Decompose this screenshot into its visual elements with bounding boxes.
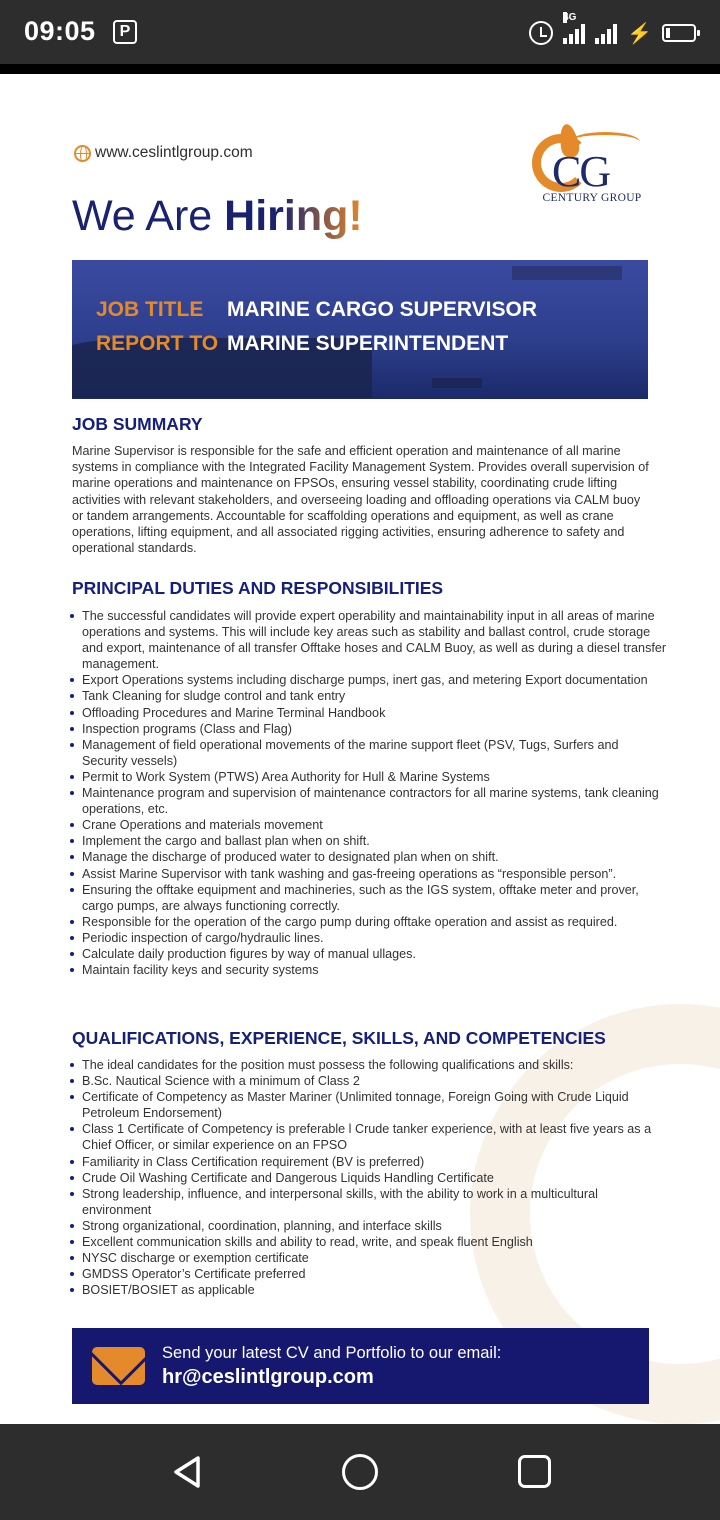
job-banner: [72, 260, 648, 399]
qualification-item: Class 1 Certificate of Competency is preferable l Crude tanker experience, with at least five years as a Chief Officer, or similar experience on an FPSO: [72, 1121, 667, 1153]
report-to-row: [96, 332, 508, 356]
divider: [0, 64, 720, 74]
headline: [72, 192, 363, 241]
duty-item: Assist Marine Supervisor with tank washing and gas-freeing operations as “responsible person”.: [72, 866, 667, 882]
website-url: www.ceslintlgroup.com: [95, 144, 253, 161]
network-type: 4G: [563, 12, 577, 23]
report-to-label: REPORT TO: [96, 332, 219, 355]
navigation-bar: [0, 1424, 720, 1520]
qualifications-list: [72, 1057, 667, 1298]
duty-item: The successful candidates will provide expert operability and maintainability input in all areas of marine operations and systems. This will include key areas such as stability and ballast control, crude storage and export, maintenance of all transfer Offtake hoses and CALM Buoy, as well as during a diesel transfer management.: [72, 608, 667, 672]
job-poster-image[interactable]: [0, 74, 720, 1424]
status-icons: [529, 12, 696, 48]
duties-title: PRINCIPAL DUTIES AND RESPONSIBILITIES: [72, 578, 444, 598]
globe-icon: [74, 145, 91, 162]
cta-email: hr@ceslintlgroup.com: [162, 1366, 374, 1388]
cv-email-banner: [72, 1328, 649, 1404]
duty-item: Calculate daily production figures by way of manual ullages.: [72, 946, 667, 962]
duty-item: Tank Cleaning for sludge control and tank entry: [72, 688, 667, 704]
duty-item: Responsible for the operation of the cargo pump during offtake operation and assist as required.: [72, 914, 667, 930]
mail-icon: [92, 1347, 145, 1385]
qualification-item: Familiarity in Class Certification requirement (BV is preferred): [72, 1154, 667, 1170]
duty-item: Maintain facility keys and security systems: [72, 962, 667, 978]
qualifications-title: QUALIFICATIONS, EXPERIENCE, SKILLS, AND COMPETENCIES: [72, 1028, 606, 1048]
battery-icon: [662, 24, 696, 42]
clock: 09:05: [24, 16, 96, 46]
alarm-icon: [529, 21, 553, 45]
qualification-item: Certificate of Competency as Master Mariner (Unlimited tonnage, Foreign Going with Crude Liquid Petroleum Endorsement): [72, 1089, 667, 1121]
report-to-value: MARINE SUPERINTENDENT: [227, 332, 509, 355]
qualification-item: B.Sc. Nautical Science with a minimum of Class 2: [72, 1073, 667, 1089]
notification-p-icon: P: [113, 20, 137, 44]
status-bar: [0, 0, 720, 64]
job-summary-text: Marine Supervisor is responsible for the safe and efficient operation and maintenance of all marine systems in compliance with the Integrated Facility Management System. Provides overall supervision of marine operations and maintenance on FPSOs, ensuring vessel stability, coordinating crude lifting activities with relevant stakeholders, and overseeing loading and offloading operations via CALM buoy or tandem arrangements. Accountable for scaffolding operations and equipment, as well as crane operations, lifting equipment, and all associated rigging activities, ensuring adherence to safety and operational standards.: [72, 444, 649, 556]
logo-letters: CG: [552, 147, 610, 196]
duty-item: Permit to Work System (PTWS) Area Authority for Hull & Marine Systems: [72, 769, 667, 785]
qualification-item: Excellent communication skills and ability to read, write, and speak fluent English: [72, 1234, 667, 1250]
job-summary-title: JOB SUMMARY: [72, 414, 203, 434]
duty-item: Periodic inspection of cargo/hydraulic lines.: [72, 930, 667, 946]
duty-item: Offloading Procedures and Marine Terminal Handbook: [72, 705, 667, 721]
qualification-item: NYSC discharge or exemption certificate: [72, 1250, 667, 1266]
job-title-row: [96, 298, 537, 322]
tanker-ship-shape: [512, 266, 622, 280]
headline-emphasis: Hiring!: [224, 192, 363, 240]
qualification-item: Strong leadership, influence, and interpersonal skills, with the ability to work in a multicultural environment: [72, 1186, 667, 1218]
back-icon[interactable]: [170, 1454, 206, 1490]
duty-item: Export Operations systems including discharge pumps, inert gas, and metering Export documentation: [72, 672, 667, 688]
century-group-logo: [530, 124, 650, 208]
tug-boat-shape: [432, 378, 482, 388]
qualification-item: Crude Oil Washing Certificate and Dangerous Liquids Handling Certificate: [72, 1170, 667, 1186]
qualification-item: BOSIET/BOSIET as applicable: [72, 1282, 667, 1298]
duty-item: Maintenance program and supervision of maintenance contractors for all marine systems, tank cleaning operations, etc.: [72, 785, 667, 817]
headline-prefix: We Are: [72, 192, 225, 240]
website: [74, 144, 253, 162]
duty-item: Crane Operations and materials movement: [72, 817, 667, 833]
job-title-value: MARINE CARGO SUPERVISOR: [227, 298, 537, 321]
logo-subtitle: CENTURY GROUP: [542, 192, 642, 204]
duties-list: [72, 608, 667, 978]
duty-item: Inspection programs (Class and Flag): [72, 721, 667, 737]
duty-item: Ensuring the offtake equipment and machineries, such as the IGS system, offtake meter and prover, cargo pumps, are always functioning correctly.: [72, 882, 667, 914]
duty-item: Implement the cargo and ballast plan when on shift.: [72, 833, 667, 849]
qualification-item: Strong organizational, coordination, planning, and interface skills: [72, 1218, 667, 1234]
charging-bolt-icon: ⚡: [627, 22, 652, 45]
home-icon[interactable]: [342, 1454, 378, 1490]
cta-text: Send your latest CV and Portfolio to our email:: [162, 1344, 502, 1362]
duty-item: Manage the discharge of produced water to designated plan when on shift.: [72, 849, 667, 865]
signal-icon: [563, 12, 617, 44]
qualification-item: The ideal candidates for the position must possess the following qualifications and skills:: [72, 1057, 667, 1073]
qualification-item: GMDSS Operator’s Certificate preferred: [72, 1266, 667, 1282]
recents-icon[interactable]: [518, 1455, 551, 1488]
job-title-label: JOB TITLE: [96, 298, 204, 321]
duty-item: Management of field operational movements of the marine support fleet (PSV, Tugs, Surfers and Security vessels): [72, 737, 667, 769]
